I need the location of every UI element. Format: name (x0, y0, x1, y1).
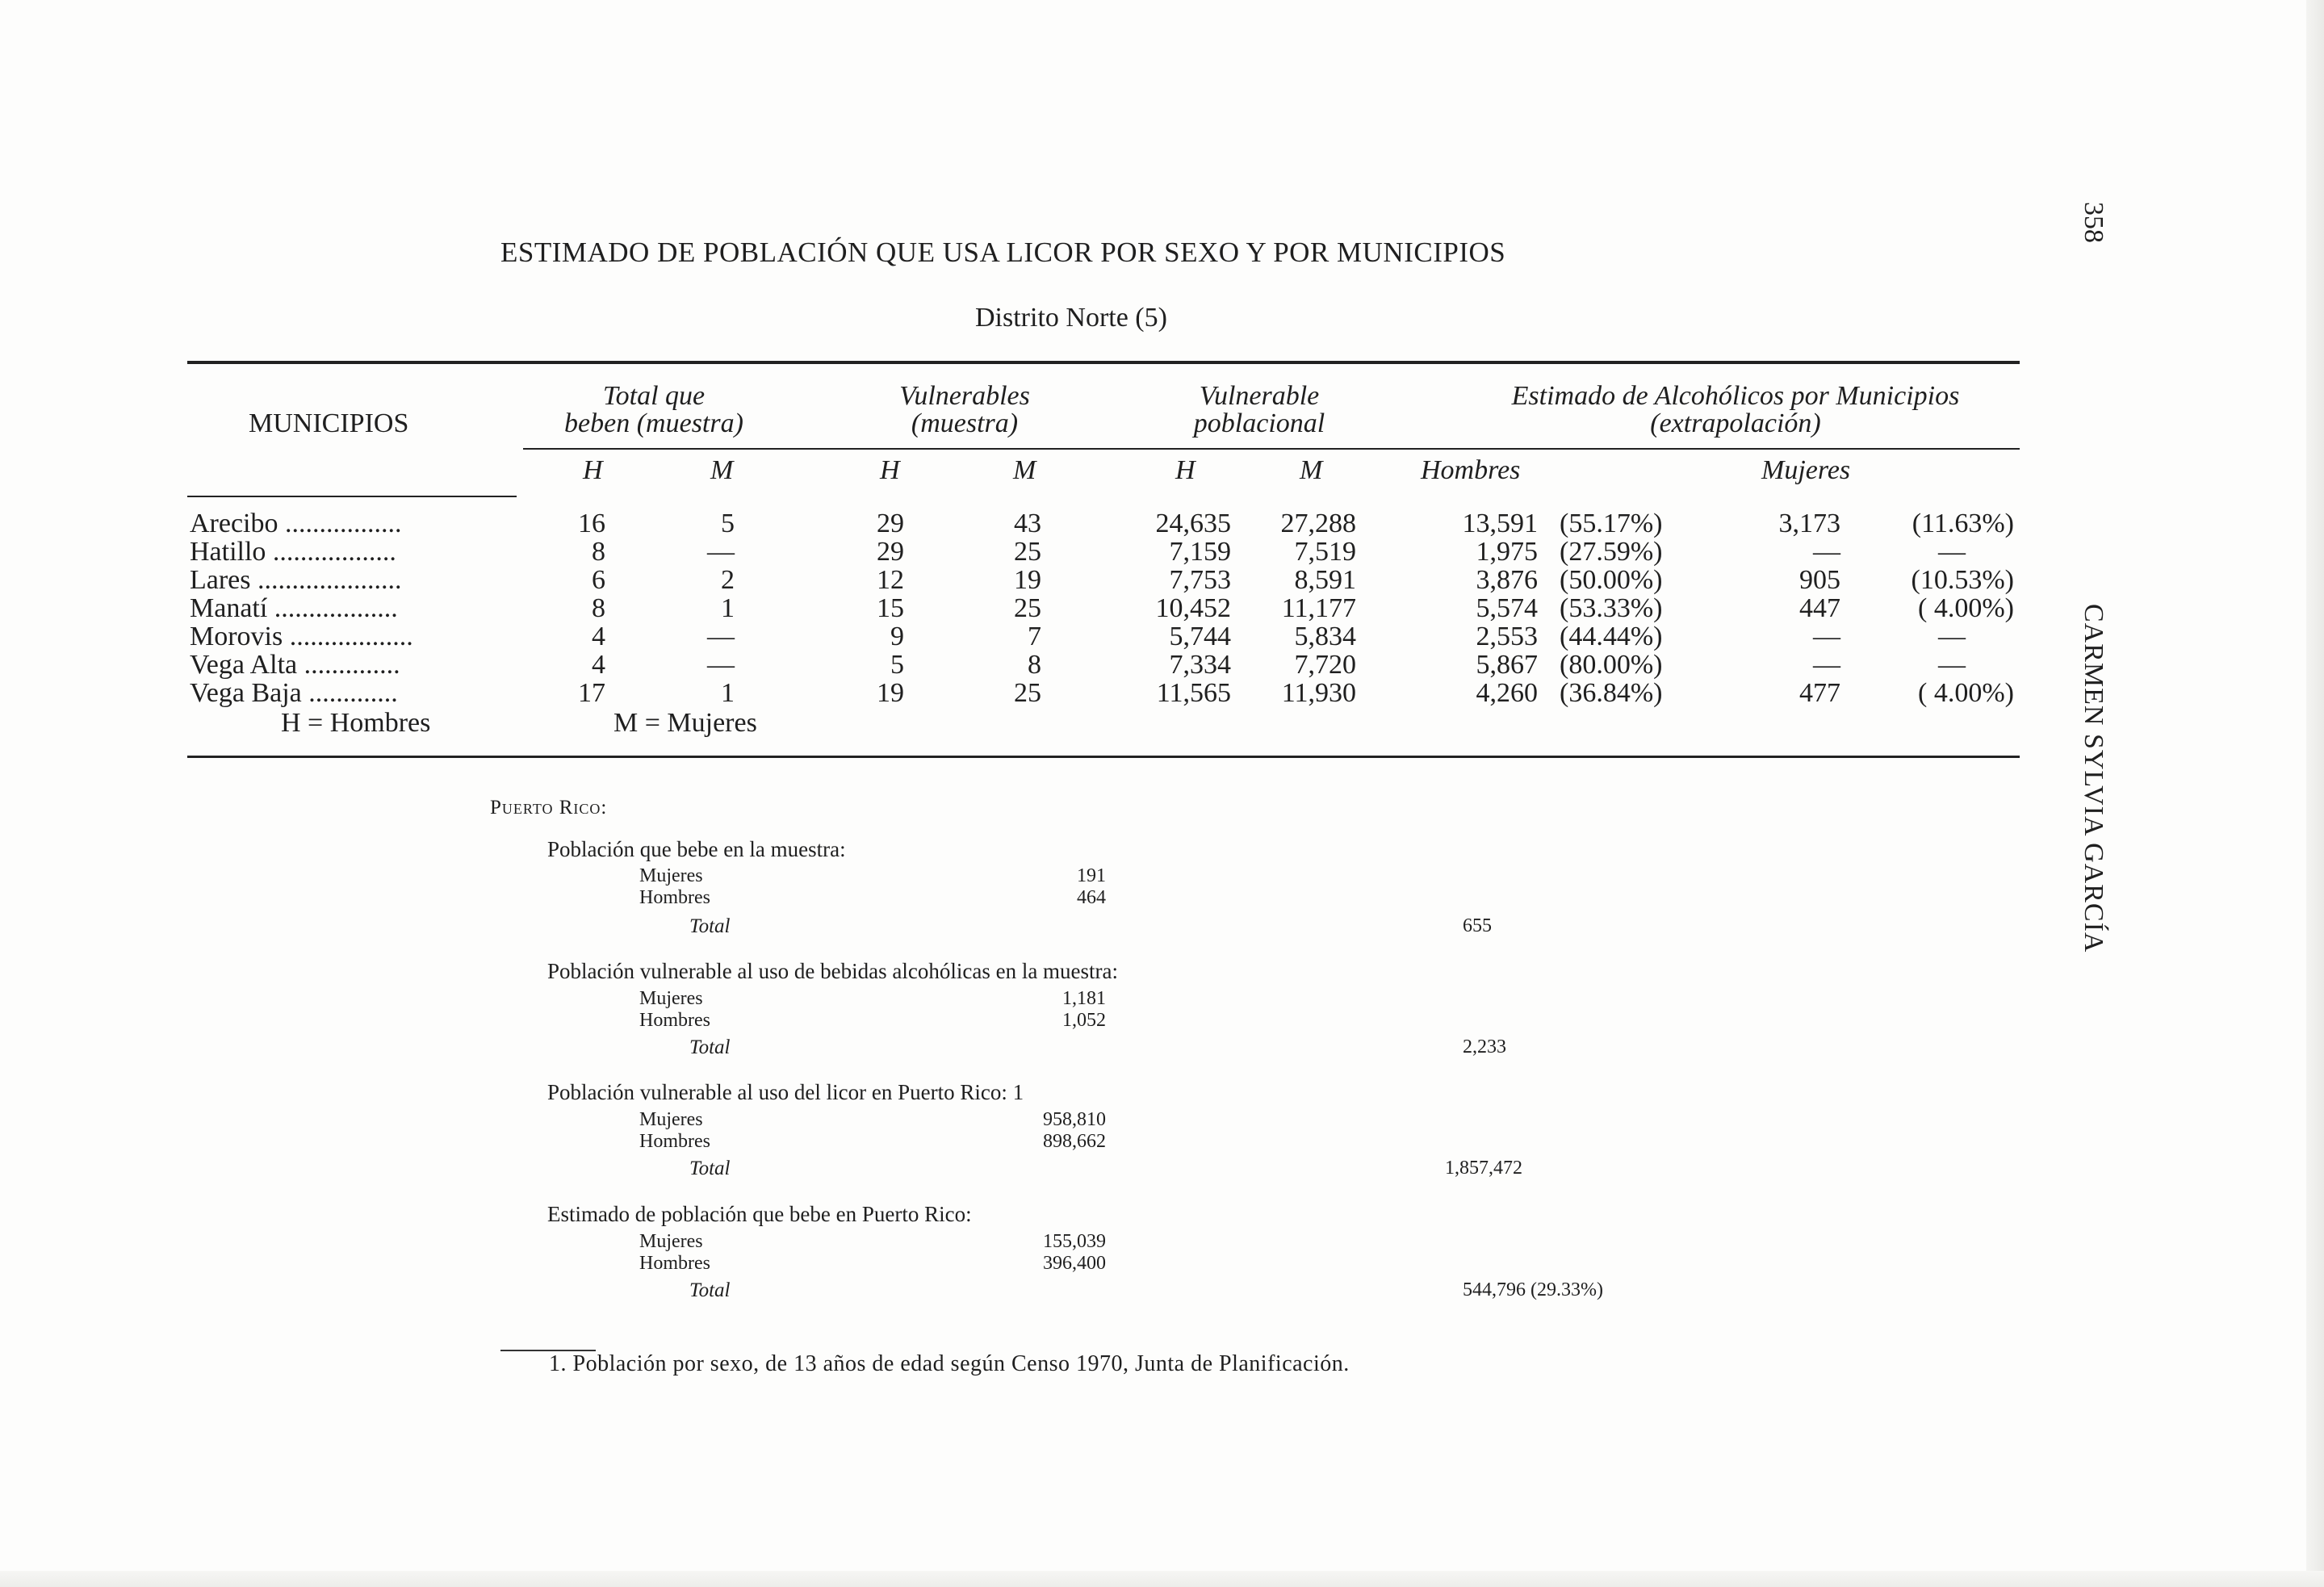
pr-hombres-value: 1,052 (1062, 1010, 1106, 1031)
row-pob-h: 7,334 (1169, 650, 1231, 680)
row-est-mujeres: 3,173 (1778, 509, 1840, 538)
row-vuln-m: 43 (1014, 509, 1041, 538)
row-municipio-name: Morovis .................. (190, 622, 413, 651)
pr-hombres-value: 898,662 (1043, 1131, 1106, 1152)
pr-section-title: Estimado de población que bebe en Puerto Rico: (547, 1202, 972, 1226)
pr-hombres-label: Hombres (639, 1010, 710, 1031)
row-vuln-m: 8 (1028, 650, 1041, 680)
pr-total-value: 2,233 (1463, 1036, 1506, 1057)
row-pob-m: 11,177 (1281, 593, 1356, 623)
subheader-mujeres: Mujeres (1761, 455, 1851, 485)
row-est-mujeres-pct: — (1938, 537, 1966, 567)
row-est-mujeres: 905 (1799, 565, 1840, 595)
row-est-hombres-pct: (53.33%) (1560, 593, 1663, 623)
page-edge-bottom (0, 1571, 2324, 1587)
pr-mujeres-label: Mujeres (639, 988, 703, 1009)
pr-section-title: Población que bebe en la muestra: (547, 837, 846, 861)
pr-total-label: Total (689, 1036, 731, 1058)
row-pob-m: 7,519 (1294, 537, 1356, 567)
row-municipio-name: Vega Alta .............. (190, 650, 400, 680)
header-municipios: MUNICIPIOS (249, 408, 409, 438)
row-municipio-name: Arecibo ................. (190, 509, 402, 538)
header-vulnerable-pob-line2: poblacional (1193, 408, 1325, 438)
row-est-mujeres: 447 (1799, 593, 1840, 623)
row-pob-m: 27,288 (1280, 509, 1356, 538)
row-est-hombres: 2,553 (1476, 622, 1538, 651)
row-est-mujeres-pct: (11.63%) (1912, 509, 2014, 538)
pr-mujeres-label: Mujeres (639, 1109, 703, 1130)
pr-total-label: Total (689, 1158, 731, 1179)
row-vuln-h: 12 (877, 565, 904, 595)
row-pob-h: 5,744 (1169, 622, 1231, 651)
row-est-hombres: 1,975 (1476, 537, 1538, 567)
running-head-author: CARMEN SYLVIA GARCÍA (2079, 604, 2108, 953)
row-est-hombres: 13,591 (1462, 509, 1538, 538)
row-est-mujeres-pct: — (1938, 622, 1966, 651)
pr-hombres-value: 396,400 (1043, 1253, 1106, 1274)
pr-hombres-label: Hombres (639, 1253, 710, 1274)
page-number: 358 (2079, 202, 2108, 243)
table-bottom-rule (187, 756, 2020, 758)
pr-total-label: Total (689, 1279, 731, 1301)
subheader-total-h: H (583, 455, 603, 485)
pr-hombres-label: Hombres (639, 887, 710, 908)
row-total-m: 1 (721, 678, 735, 708)
pr-hombres-value: 464 (1077, 887, 1106, 908)
pr-total-value: 655 (1463, 915, 1492, 936)
row-vuln-m: 25 (1014, 537, 1041, 567)
subheader-pob-h: H (1175, 455, 1195, 485)
header-bottom-rule-municipios (187, 496, 517, 497)
header-estimado-line1: Estimado de Alcohólicos por Municipios (1511, 381, 1960, 411)
row-pob-h: 7,159 (1169, 537, 1231, 567)
header-vulnerable-pob-line1: Vulnerable (1199, 381, 1320, 411)
row-est-mujeres-pct: ( 4.00%) (1918, 678, 2014, 708)
row-total-m: — (707, 650, 735, 680)
row-total-m: 5 (721, 509, 735, 538)
footnote: 1. Población por sexo, de 13 años de edad según Censo 1970, Junta de Planificación. (549, 1351, 1350, 1376)
row-vuln-m: 25 (1014, 678, 1041, 708)
row-est-mujeres: 477 (1799, 678, 1840, 708)
row-est-hombres: 3,876 (1476, 565, 1538, 595)
subheader-total-m: M (710, 455, 734, 485)
pr-total-value: 544,796 (29.33%) (1463, 1279, 1603, 1300)
header-estimado-line2: (extrapolación) (1650, 408, 1821, 438)
row-vuln-h: 19 (877, 678, 904, 708)
row-est-mujeres: — (1813, 622, 1840, 651)
row-vuln-m: 19 (1014, 565, 1041, 595)
row-est-hombres: 5,574 (1476, 593, 1538, 623)
row-municipio-name: Manatí .................. (190, 593, 398, 623)
row-est-mujeres: — (1813, 537, 1840, 567)
pr-mujeres-label: Mujeres (639, 1231, 703, 1252)
row-est-hombres: 4,260 (1476, 678, 1538, 708)
row-total-h: 8 (592, 593, 605, 623)
pr-mujeres-value: 155,039 (1043, 1231, 1106, 1252)
row-pob-m: 5,834 (1294, 622, 1356, 651)
row-est-hombres-pct: (27.59%) (1560, 537, 1663, 567)
row-est-hombres-pct: (80.00%) (1560, 650, 1663, 680)
row-total-m: — (707, 622, 735, 651)
legend-hombres: H = Hombres (281, 708, 431, 738)
row-pob-h: 11,565 (1156, 678, 1231, 708)
pr-hombres-label: Hombres (639, 1131, 710, 1152)
header-vulnerables-line2: (muestra) (911, 408, 1019, 438)
row-municipio-name: Vega Baja ............. (190, 678, 398, 708)
header-vulnerables-line1: Vulnerables (899, 381, 1030, 411)
pr-section-title: Población vulnerable al uso del licor en Puerto Rico: 1 (547, 1080, 1024, 1104)
row-total-h: 16 (578, 509, 605, 538)
row-est-mujeres-pct: — (1938, 650, 1966, 680)
pr-mujeres-value: 1,181 (1062, 988, 1106, 1009)
row-total-m: 1 (721, 593, 735, 623)
pr-mujeres-value: 191 (1077, 865, 1106, 886)
row-total-h: 6 (592, 565, 605, 595)
pr-mujeres-value: 958,810 (1043, 1109, 1106, 1130)
table-title: ESTIMADO DE POBLACIÓN QUE USA LICOR POR SEXO Y POR MUNICIPIOS (500, 237, 1506, 268)
row-est-mujeres: — (1813, 650, 1840, 680)
table-top-rule (187, 361, 2020, 364)
row-est-mujeres-pct: (10.53%) (1911, 565, 2014, 595)
subheader-vuln-h: H (880, 455, 900, 485)
row-pob-m: 7,720 (1294, 650, 1356, 680)
pr-total-value: 1,857,472 (1445, 1158, 1522, 1179)
row-pob-m: 8,591 (1294, 565, 1356, 595)
header-total-line2: beben (muestra) (564, 408, 743, 438)
row-municipio-name: Lares ..................... (190, 565, 402, 595)
row-est-hombres-pct: (55.17%) (1560, 509, 1663, 538)
subheader-vuln-m: M (1013, 455, 1036, 485)
row-pob-h: 24,635 (1155, 509, 1231, 538)
row-vuln-h: 5 (890, 650, 904, 680)
subheader-hombres: Hombres (1421, 455, 1521, 485)
row-municipio-name: Hatillo .................. (190, 537, 396, 567)
puerto-rico-heading: Puerto Rico: (490, 797, 608, 819)
row-pob-h: 10,452 (1155, 593, 1231, 623)
row-est-hombres: 5,867 (1476, 650, 1538, 680)
pr-mujeres-label: Mujeres (639, 865, 703, 886)
row-total-m: 2 (721, 565, 735, 595)
row-total-h: 4 (592, 622, 605, 651)
row-total-h: 17 (578, 678, 605, 708)
row-est-hombres-pct: (44.44%) (1560, 622, 1663, 651)
header-total-line1: Total que (602, 381, 706, 411)
table-subtitle: Distrito Norte (5) (975, 303, 1167, 333)
header-sub-rule (523, 448, 2020, 450)
row-vuln-h: 29 (877, 509, 904, 538)
row-pob-m: 11,930 (1281, 678, 1356, 708)
row-total-h: 8 (592, 537, 605, 567)
page-edge-right (2306, 0, 2324, 1587)
row-vuln-h: 15 (877, 593, 904, 623)
row-vuln-h: 9 (890, 622, 904, 651)
row-vuln-h: 29 (877, 537, 904, 567)
subheader-pob-m: M (1300, 455, 1323, 485)
row-est-hombres-pct: (36.84%) (1560, 678, 1663, 708)
row-total-h: 4 (592, 650, 605, 680)
row-total-m: — (707, 537, 735, 567)
row-vuln-m: 7 (1028, 622, 1041, 651)
legend-mujeres: M = Mujeres (613, 708, 757, 738)
row-est-hombres-pct: (50.00%) (1560, 565, 1663, 595)
pr-section-title: Población vulnerable al uso de bebidas alcohólicas en la muestra: (547, 959, 1119, 983)
row-est-mujeres-pct: ( 4.00%) (1918, 593, 2014, 623)
pr-total-label: Total (689, 915, 731, 937)
row-vuln-m: 25 (1014, 593, 1041, 623)
row-pob-h: 7,753 (1169, 565, 1231, 595)
